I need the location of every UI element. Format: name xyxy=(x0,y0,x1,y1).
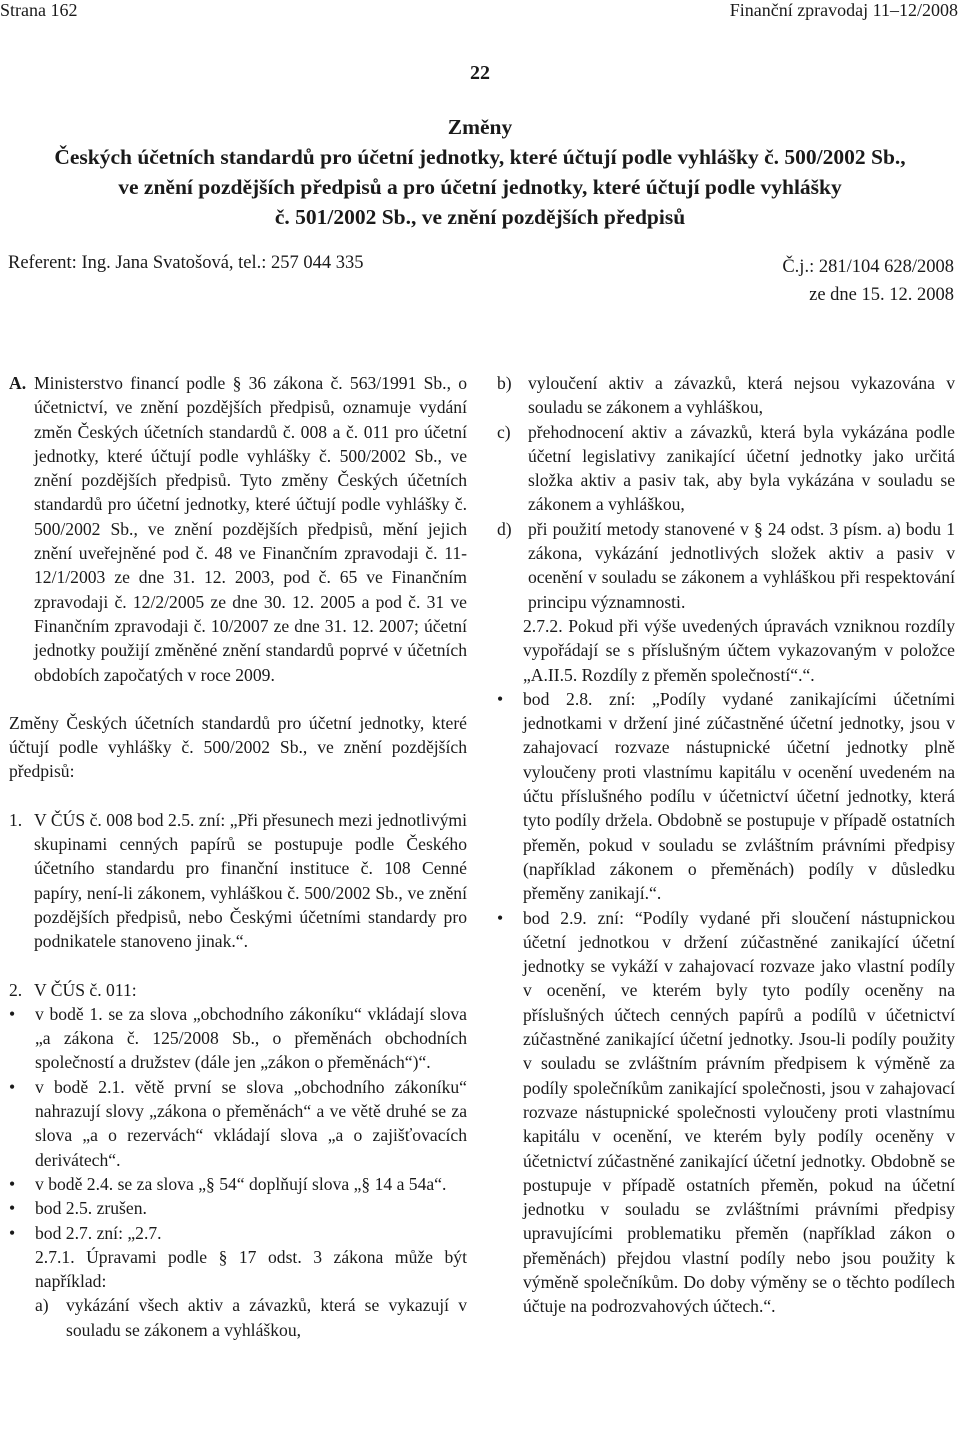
bullet-item: • v bodě 2.1. větě první se slova „obchodního zákoníku“ nahrazují slovy „zákona o přeměnách“ a ve větě druhé se za slova „a o rezervách“ vkládají slova „a o zajišťovacích derivátech“. xyxy=(9,1076,467,1170)
sub-2-7-1: 2.7.1. Úpravami podle § 17 odst. 3 zákona může být například: xyxy=(35,1246,467,1292)
bullet-item: • v bodě 2.4. se za slova „§ 54“ doplňují slova „§ 14 a 54a“. xyxy=(9,1172,467,1196)
changes-intro: Změny Českých účetních standardů pro účetní jednotky, které účtují podle vyhlášky č. 500/2002 Sb., ve znění pozdějších předpisů: xyxy=(9,712,467,782)
referent-line: Referent: Ing. Jana Svatošová, tel.: 257 044 335 xyxy=(8,253,364,273)
title-line-1: Změny xyxy=(447,115,513,139)
sub-item-a-label: a) xyxy=(35,1295,49,1316)
intro-label: A. xyxy=(9,373,27,393)
title-line-2: Českých účetních standardů pro účetní jednotky, které účtují podle vyhlášky č. 500/2002 Sb., xyxy=(54,145,906,169)
item-2-label: 2. xyxy=(9,979,23,1000)
page-header xyxy=(0,0,960,20)
right-column xyxy=(497,371,955,1319)
sub-item-b: b) vyloučení aktiv a závazků, která nejsou vykazována v souladu se zákonem a vyhláškou, xyxy=(497,373,955,418)
intro-paragraph xyxy=(9,371,467,687)
intro-text: Ministerstvo financí podle § 36 zákona č. 563/1991 Sb., o účetnictví, ve znění pozdějších předpisů, oznamuje vydání změn Českých účetních standardů č. 008 a č. 011 pro účetní jednotky, které účtují podle vyhlášky č. 500/2002 Sb., ve znění pozdějších předpisů. Tyto změny Českých účetních standardů pro účetní jednotky, které účtují podle vyhlášky č. 500/2002 Sb., ve znění pozdějších předpisů, mění jejich znění uveřejněné pod č. 48 ve Finančním zpravodaji č. 11-12/1/2003 ze dne 31. 12. 2003, pod č. 65 ve Finančním zpravodaji č. 12/2/2005 ze dne 30. 12. 2005 a pod č. 31 ve Finančním zpravodaji č. 10/2007 ze dne 31. 12. 2007; účetní jednotky použijí změněné znění standardů poprvé v účetních obdobích započatých v roce 2009. xyxy=(34,373,467,685)
bullet-item: • bod 2.8. zní: „Podíly vydané zanikajícími účetními jednotkami v držení jiné zúčastněné účetní jednotky, jsou v zahajovací rozvaze nástupnické účetní jednotky plně vyloučeny proti vlastnímu kapitálu v ocenění uvedeném na účtu příslušného podílu v účetnictví účetní jednotky, která tyto podíly držela. Obdobně se postupuje v případě ostatních přeměn, pokud v souladu se zvláštním právními předpisy (například zákonem o přeměnách) podíly v důsledku přeměny zanikají.“. xyxy=(497,688,955,904)
document-number: 22 xyxy=(470,62,490,84)
sub-item-c: c) přehodnocení aktiv a závazků, která byla vykázána podle účetní legislativy zanikající účetní jednotky jako určitá složka aktiv a pasiv tak, aby byla vykázána v souladu se zákonem a vyhláškou, xyxy=(497,421,955,515)
bullet-icon: • xyxy=(9,1173,16,1194)
item-2-text: V ČÚS č. 011: xyxy=(34,979,137,1000)
bullet-icon: • xyxy=(497,688,504,709)
bullet-icon: • xyxy=(9,1198,16,1219)
page-number: Strana 162 xyxy=(0,0,78,20)
bullet-item: • bod 2.9. zní: “Podíly vydané při sloučení nástupnickou účetní jednotkou v držení zúčastněné zanikající účetní jednotky se vykáží v zahajovací rozvaze jako vlastní podíly v ocenění, ve kterém byly tyto podíly oceněny na příslušných účtech cenných papírů a podílů v účetnictví zúčastněné zanikající účetní jednotky. Jsou-li podíly použity v souladu se zvláštním právním předpisem k výměně za podíly společníkům zanikající společnosti, jsou v zahajovací rozvaze nástupnické společnosti vyloučeny proti vlastnímu kapitálu v ocenění, ve kterém byly podíly oceněny v účetnictví zúčastněné zanikající účetní jednotky. Obdobně se postupuje v případě ostatních přeměn, pokud na účetní jednotku v souladu se zvláštními právními předpisy upravujícími problematiku přeměn (například zákon o přeměnách) přejdou vlastní podíly nebo jsou použity k výměně společníkům. Do doby výměny se o těchto podílech účtuje na podrozvahových účtech.“. xyxy=(497,907,955,1317)
item-2 xyxy=(9,978,467,1002)
bullet-item: • bod 2.7. zní: „2.7. xyxy=(9,1221,467,1245)
title-line-4: č. 501/2002 Sb., ve znění pozdějších předpisů xyxy=(274,205,686,229)
title-line-3: ve znění pozdějších předpisů a pro účetní jednotky, které účtují podle vyhlášky xyxy=(118,175,842,199)
bullet-icon: • xyxy=(497,907,504,928)
bullet-item: • v bodě 1. se za slova „obchodního zákoníku“ vkládají slova „a zákona č. 125/2008 Sb., o přeměnách obchodních společností a družstev (dále jen „zákon o přeměnách“)“. xyxy=(9,1003,467,1073)
bullet-icon: • xyxy=(9,1222,16,1243)
sub-item-a xyxy=(9,1293,467,1342)
cj-date: ze dne 15. 12. 2008 xyxy=(809,285,954,305)
document-title xyxy=(0,112,960,232)
journal-title: Finanční zpravodaj 11–12/2008 xyxy=(729,0,958,20)
item-1-text: V ČÚS č. 008 bod 2.5. zní: „Při přesunech mezi jednotlivými skupinami cenných papírů se postupuje podle Českého účetního standardu pro finanční instituce č. 108 Cenné papíry, není-li zákonem, vyhláškou č. 500/2002 Sb., ve znění pozdějších předpisů, nebo Českými účetními standardy pro podnikatele stanoveno jinak.“. xyxy=(34,809,467,952)
bullet-item: • bod 2.5. zrušen. xyxy=(9,1196,467,1220)
left-column xyxy=(9,371,467,1342)
bullet-icon: • xyxy=(9,1076,16,1097)
sub-item-a-text: vykázání všech aktiv a závazků, která se vykazují v souladu se zákonem a vyhláškou, xyxy=(66,1295,467,1340)
cj-number: Č.j.: 281/104 628/2008 xyxy=(782,257,954,277)
bullet-icon: • xyxy=(9,1003,16,1024)
reference-number xyxy=(782,253,954,309)
sub-2-7-2: 2.7.2. Pokud při výše uvedených úpravách vzniknou rozdíly vypořádají se s příslušným účtem vykazovaným v položce „A.II.5. Rozdíly z přeměn společností“.“. xyxy=(523,615,955,685)
item-1 xyxy=(9,808,467,954)
sub-item-d: d) při použití metody stanovené v § 24 odst. 3 písm. a) bodu 1 zákona, vykázání jednotlivých složek aktiv a pasiv v ocenění v souladu se zákonem a vyhláškou při respektování principu významnosti. xyxy=(497,518,955,612)
item-1-label: 1. xyxy=(9,809,23,830)
